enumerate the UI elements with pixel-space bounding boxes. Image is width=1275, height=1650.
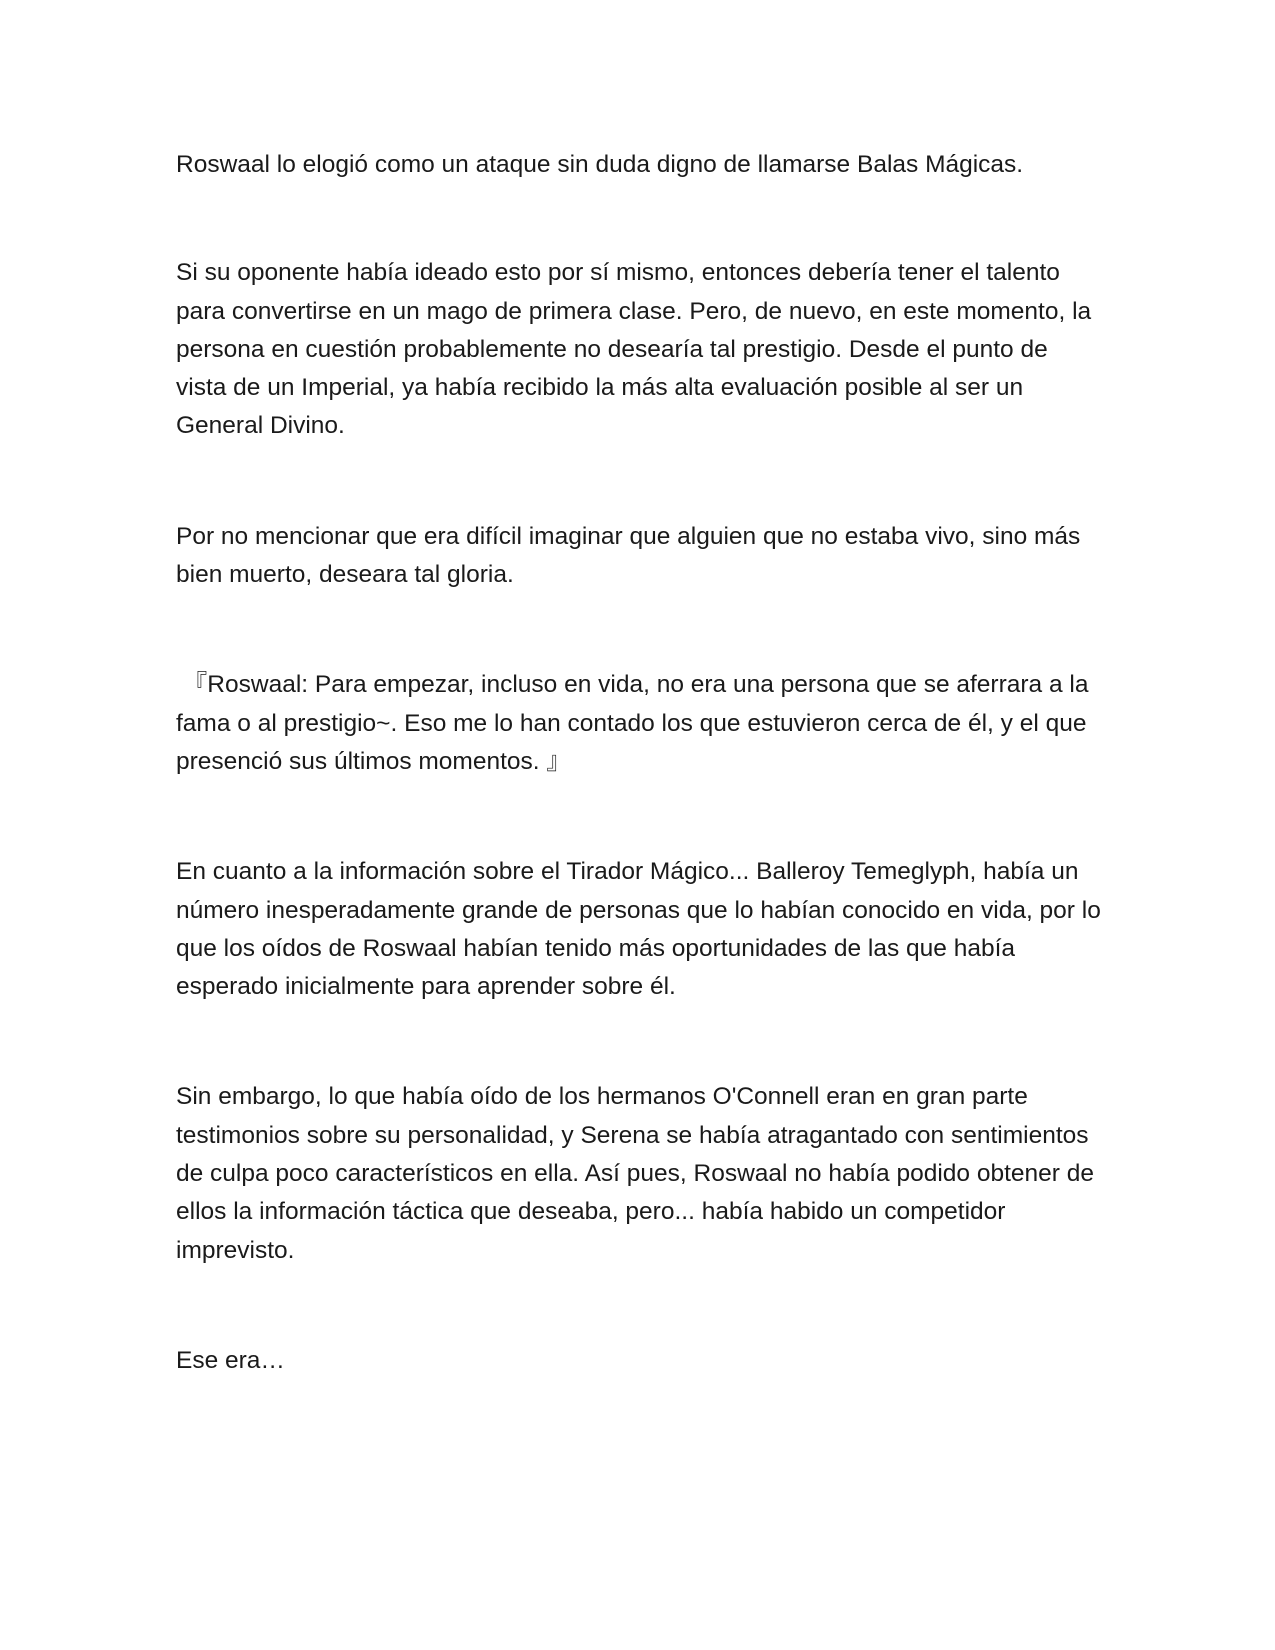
paragraph-3: Por no mencionar que era difícil imaginar que alguien que no estaba vivo, sino más bien muerto, deseara tal gloria. <box>176 522 1081 589</box>
paragraph-7: Ese era… <box>176 1346 285 1374</box>
paragraph-5: En cuanto a la información sobre el Tirador Mágico... Balleroy Temeglyph, había un número inesperadamente grande de personas que lo habían conocido en vida, por lo que los oídos de Roswaal habían tenido más oportunidades de las que había esperado inicialmente para aprender sobre él. <box>176 858 1101 1001</box>
paragraph-1: Roswaal lo elogió como un ataque sin duda digno de llamarse Balas Mágicas. <box>176 151 1024 178</box>
paragraph-6: Sin embargo, lo que había oído de los hermanos O'Connell eran en gran parte testimonios sobre su personalidad, y Serena se había atragantado con sentimientos de culpa poco característicos en ella. Así pues, Roswaal no había podido obtener de ellos la información táctica que deseaba, pero... había habido un competidor imprevisto. <box>176 1083 1094 1264</box>
paragraph-2: Si su oponente había ideado esto por sí mismo, entonces debería tener el talento para convertirse en un mago de primera clase. Pero, de nuevo, en este momento, la persona en cuestión probablemente no desearía tal prestigio. Desde el punto de vista de un Imperial, ya había recibido la más alta evaluación posible al ser un General Divino. <box>176 259 1092 440</box>
dialogue-paragraph: 『Roswaal: Para empezar, incluso en vida, no era una persona que se aferrara a la fama o al prestigio~. Eso me lo han contado los que estuvieron cerca de él, y el que presenció sus últimos momentos. 』 <box>176 671 1089 775</box>
document-body <box>176 146 1101 1380</box>
